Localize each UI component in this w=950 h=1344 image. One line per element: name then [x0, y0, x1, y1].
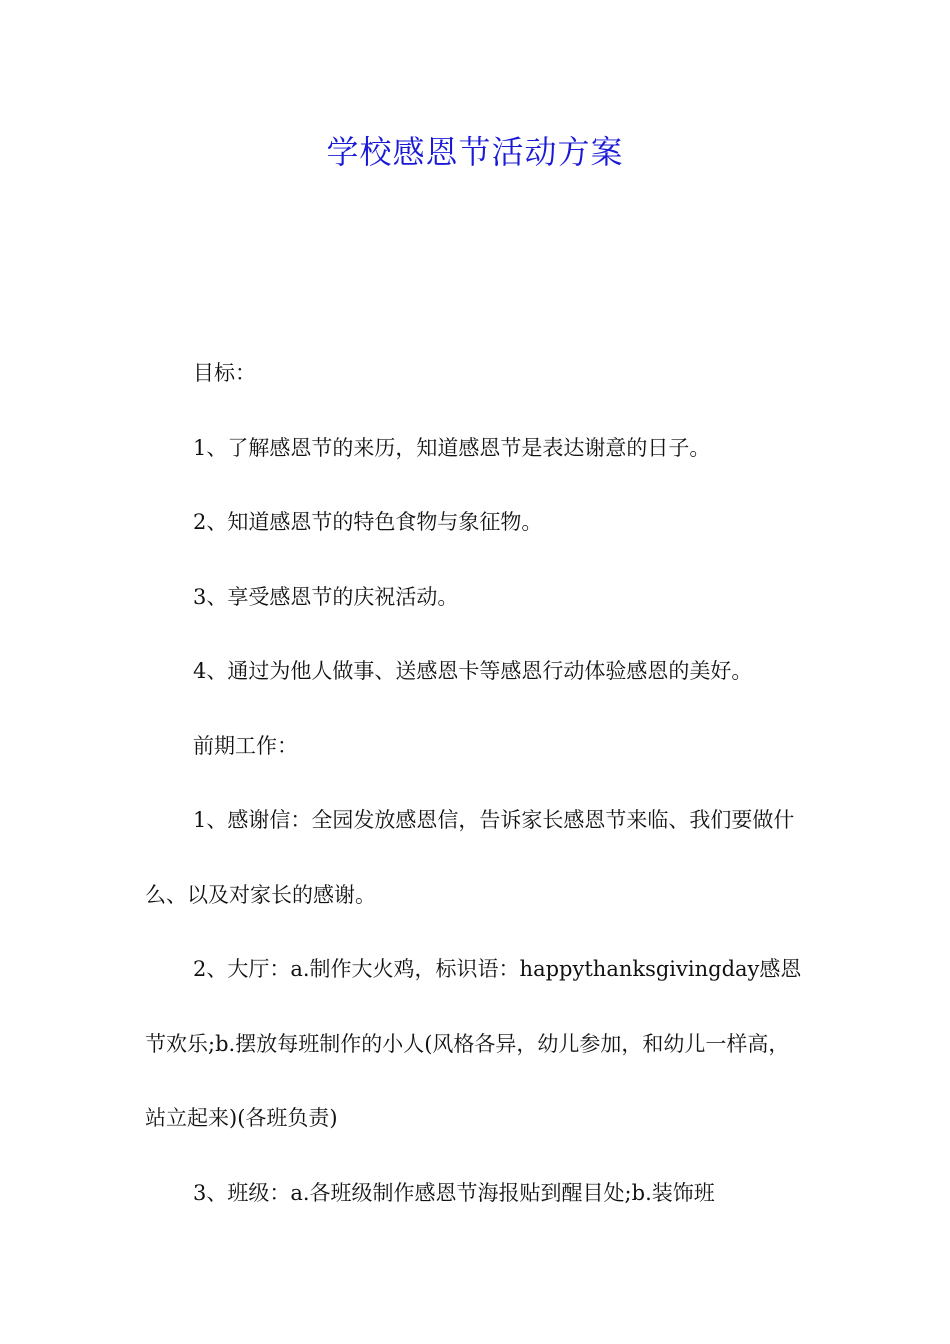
document-title: 学校感恩节活动方案: [326, 133, 624, 171]
paragraph-goal-1: 1、了解感恩节的来历，知道感恩节是表达谢意的日子。: [193, 435, 711, 460]
paragraph-goal-2: 2、知道感恩节的特色食物与象征物。: [193, 510, 543, 534]
paragraph-preparation-heading: 前期工作：: [193, 733, 298, 758]
paragraph-preparation-2: 2、大厅：a.制作大火鸡，标识语：happythanksgivingday感恩节欢乐;b.摆放每班制作的小人(风格各异，幼儿参加，和幼儿一样高，站立起来)(各班负责): [145, 957, 802, 1130]
document-body: [145, 336, 810, 1230]
paragraph-goals-heading: 目标：: [193, 361, 256, 385]
paragraph-goal-4: 4、通过为他人做事、送感恩卡等感恩行动体验感恩的美好。: [193, 659, 753, 683]
paragraph-preparation-3: 3、班级：a.各班级制作感恩节海报贴到醒目处;b.装饰班: [193, 1180, 715, 1205]
paragraph-preparation-1: 1、感谢信：全园发放感恩信，告诉家长感恩节来临、我们要做什么、以及对家长的感谢。: [145, 808, 795, 907]
paragraph-goal-3: 3、享受感恩节的庆祝活动。: [193, 584, 459, 609]
